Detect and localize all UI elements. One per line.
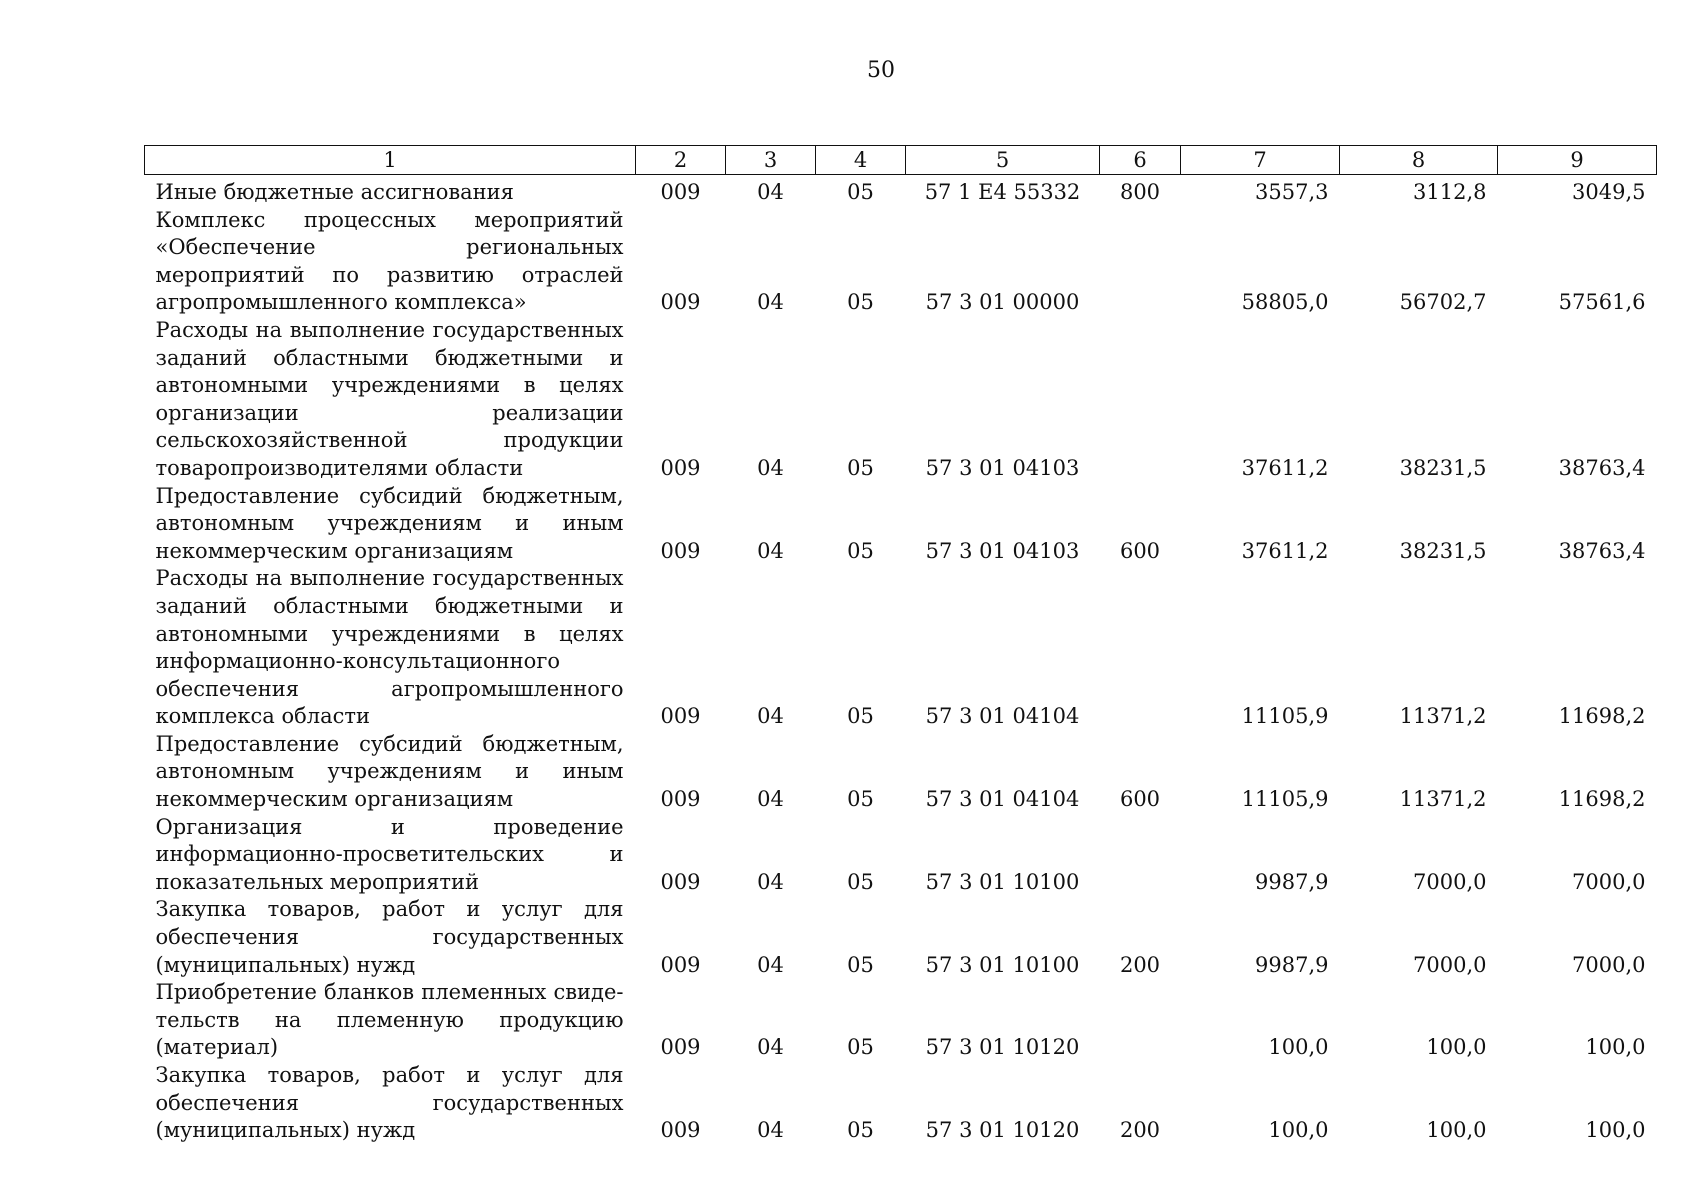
- row-csr: 57 3 01 00000: [925, 290, 1080, 315]
- row-value-3: 7000,0: [1572, 952, 1646, 977]
- row-vr: 200: [1119, 1118, 1161, 1143]
- page-number: 50: [867, 58, 895, 83]
- table-row: [145, 207, 1657, 317]
- row-podrazdel: 05: [847, 538, 874, 563]
- row-csr: 57 3 01 04103: [925, 455, 1080, 480]
- header-col-4: 4: [816, 146, 906, 175]
- row-value-2: 7000,0: [1413, 952, 1487, 977]
- table-row: [145, 814, 1657, 897]
- budget-table: [144, 145, 1657, 1145]
- row-csr: 57 3 01 10120: [925, 1035, 1080, 1060]
- table-row: [145, 317, 1657, 483]
- row-vedomstvo: 009: [660, 290, 701, 315]
- row-vedomstvo: 009: [660, 787, 701, 812]
- row-podrazdel: 05: [847, 869, 874, 894]
- row-csr: 57 3 01 04103: [925, 538, 1080, 563]
- header-col-3: 3: [726, 146, 816, 175]
- header-col-9: 9: [1498, 146, 1657, 175]
- row-csr: 57 3 01 10100: [925, 869, 1080, 894]
- row-razdel: 04: [757, 1118, 784, 1143]
- row-value-2: 3112,8: [1413, 180, 1487, 204]
- row-podrazdel: 05: [847, 1118, 874, 1143]
- row-value-2: 100,0: [1426, 1118, 1487, 1143]
- row-razdel: 04: [757, 1035, 784, 1060]
- table-row: [145, 483, 1657, 566]
- row-podrazdel: 05: [847, 787, 874, 812]
- header-col-2: 2: [636, 146, 726, 175]
- row-vedomstvo: 009: [660, 952, 701, 977]
- row-vr: 800: [1119, 180, 1161, 204]
- row-razdel: 04: [757, 538, 784, 563]
- row-podrazdel: 05: [847, 455, 874, 480]
- row-razdel: 04: [757, 455, 784, 480]
- row-value-1: 3557,3: [1255, 180, 1329, 204]
- row-value-2: 100,0: [1426, 1035, 1487, 1060]
- row-name: Иные бюджетные ассигнования: [155, 180, 514, 204]
- row-name: Приобретение бланков племенных свидетельств на племенную продукцию (материал): [155, 980, 624, 1060]
- header-col-1: 1: [145, 146, 636, 175]
- row-value-3: 57561,6: [1558, 290, 1646, 315]
- row-value-1: 37611,2: [1241, 455, 1329, 480]
- row-vr: [1100, 814, 1181, 897]
- row-value-3: 38763,4: [1558, 455, 1646, 480]
- row-csr: 57 3 01 10120: [925, 1118, 1080, 1143]
- row-podrazdel: 05: [847, 180, 874, 204]
- row-value-2: 38231,5: [1399, 455, 1487, 480]
- row-vedomstvo: 009: [660, 1118, 701, 1143]
- row-value-1: 11105,9: [1241, 704, 1329, 729]
- row-podrazdel: 05: [847, 952, 874, 977]
- row-vr: [1100, 207, 1181, 317]
- row-value-1: 11105,9: [1241, 787, 1329, 812]
- table-row: [145, 979, 1657, 1062]
- row-name: Закупка товаров, работ и услуг для обеспечения государственных (муниципальных) нужд: [155, 1063, 624, 1143]
- row-vedomstvo: 009: [660, 455, 701, 480]
- row-value-1: 58805,0: [1241, 290, 1329, 315]
- header-row: [145, 146, 1657, 175]
- table-row: [145, 1062, 1657, 1145]
- table-row: [145, 175, 1657, 207]
- row-vedomstvo: 009: [660, 180, 701, 204]
- row-vr: [1100, 565, 1181, 731]
- row-vedomstvo: 009: [660, 538, 701, 563]
- row-vr: [1100, 317, 1181, 483]
- row-name: Комплекс процессных мероприятий «Обеспечение региональных мероприятий по развитию отраслей агропромышленного комплекса»: [155, 207, 624, 315]
- table-header: [145, 146, 1657, 175]
- table-row: [145, 896, 1657, 979]
- row-podrazdel: 05: [847, 1035, 874, 1060]
- row-podrazdel: 05: [847, 290, 874, 315]
- row-name: Предоставление субсидий бюджетным, автономным учреждениям и иным некоммерческим организациям: [155, 731, 624, 812]
- row-value-3: 11698,2: [1558, 787, 1646, 812]
- table-body: [145, 175, 1657, 1145]
- row-csr: 57 3 01 04104: [925, 704, 1080, 729]
- row-vedomstvo: 009: [660, 1035, 701, 1060]
- row-value-1: 100,0: [1268, 1035, 1329, 1060]
- row-vr: [1100, 979, 1181, 1062]
- row-name: Закупка товаров, работ и услуг для обеспечения государственных (муниципальных) нужд: [155, 897, 624, 977]
- row-value-1: 37611,2: [1241, 538, 1329, 563]
- row-name: Расходы на выполнение государственных заданий областными бюджетными и автономными учреждениями в целях информационно-консультационного обеспечения агропромышленного комплекса области: [155, 566, 624, 729]
- row-razdel: 04: [757, 869, 784, 894]
- row-value-2: 11371,2: [1399, 704, 1487, 729]
- row-value-1: 100,0: [1268, 1118, 1329, 1143]
- row-vr: 600: [1119, 787, 1161, 812]
- row-value-3: 100,0: [1585, 1035, 1646, 1060]
- row-value-3: 7000,0: [1572, 869, 1646, 894]
- row-value-3: 3049,5: [1572, 180, 1646, 204]
- row-vedomstvo: 009: [660, 704, 701, 729]
- row-name: Предоставление субсидий бюджетным, автономным учреждениям и иным некоммерческим организациям: [155, 483, 624, 563]
- row-vedomstvo: 009: [660, 869, 701, 894]
- row-value-2: 56702,7: [1399, 290, 1487, 315]
- table-row: [145, 565, 1657, 731]
- row-vr: 200: [1119, 952, 1161, 977]
- table-row: [145, 731, 1657, 814]
- row-value-3: 100,0: [1585, 1118, 1646, 1143]
- header-col-7: 7: [1181, 146, 1340, 175]
- row-podrazdel: 05: [847, 704, 874, 729]
- row-csr: 57 3 01 10100: [925, 952, 1080, 977]
- row-razdel: 04: [757, 787, 784, 812]
- row-value-1: 9987,9: [1255, 952, 1329, 977]
- row-value-2: 38231,5: [1399, 538, 1487, 563]
- row-value-3: 11698,2: [1558, 704, 1646, 729]
- row-name: Организация и проведение информационно-просветительских и показательных мероприятий: [155, 814, 624, 894]
- row-csr: 57 3 01 04104: [925, 787, 1080, 812]
- row-razdel: 04: [757, 290, 784, 315]
- row-value-2: 11371,2: [1399, 787, 1487, 812]
- row-razdel: 04: [757, 704, 784, 729]
- row-name: Расходы на выполнение государственных заданий областными бюджетными и автономными учреждениями в целях организации реализации сельскохозяйственной продукции товаропроизводителями области: [155, 317, 624, 480]
- header-col-6: 6: [1100, 146, 1181, 175]
- row-razdel: 04: [757, 180, 784, 204]
- header-col-5: 5: [906, 146, 1100, 175]
- header-col-8: 8: [1340, 146, 1498, 175]
- row-value-1: 9987,9: [1255, 869, 1329, 894]
- row-csr: 57 1 Е4 55332: [924, 180, 1081, 204]
- row-value-3: 38763,4: [1558, 538, 1646, 563]
- row-vr: 600: [1119, 538, 1161, 563]
- row-value-2: 7000,0: [1413, 869, 1487, 894]
- row-razdel: 04: [757, 952, 784, 977]
